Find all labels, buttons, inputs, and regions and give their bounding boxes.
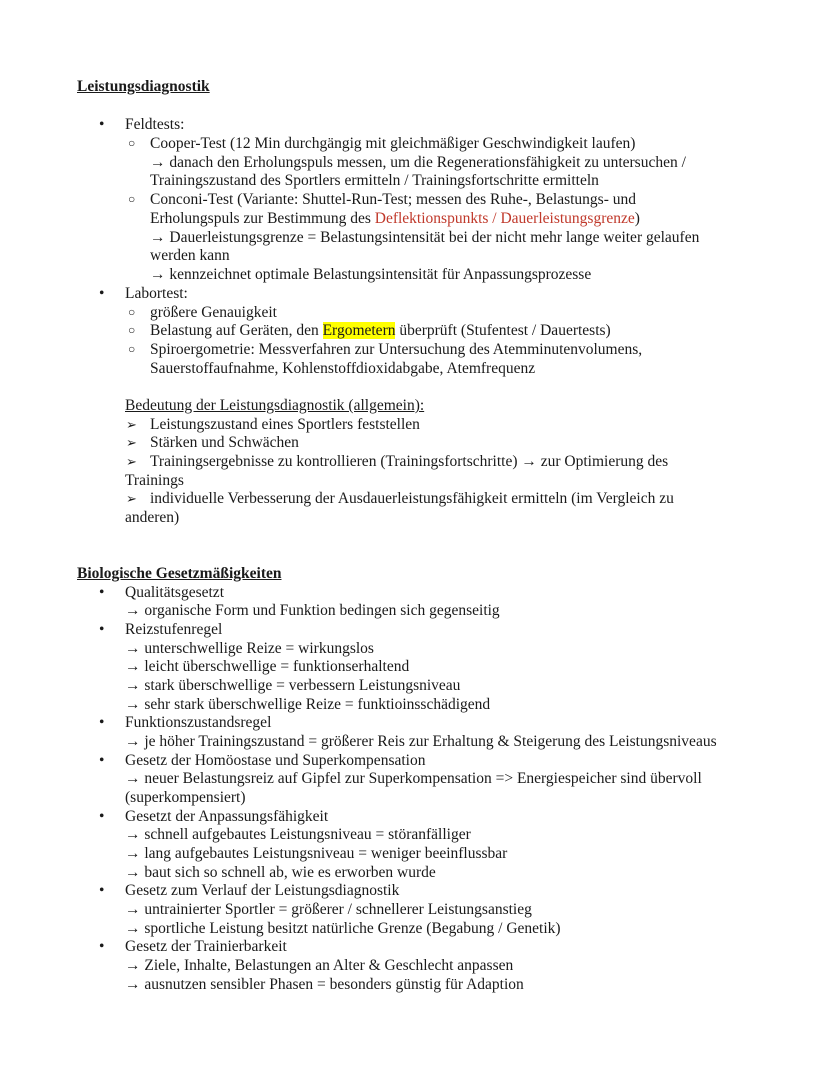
arrowhead-bullet: ➢ bbox=[126, 491, 137, 506]
cooper-arrow-line-1: → danach den Erholungspuls messen, um die Regenerationsfähigkeit zu untersuchen / bbox=[150, 154, 686, 171]
bullet-dot: • bbox=[99, 584, 105, 601]
qualitaetsgesetz-label: Qualitätsgesetzt bbox=[125, 584, 224, 601]
cooper-arrow-line-2: Trainingszustand des Sportlers ermitteln / Trainingsfortschritte ermitteln bbox=[150, 172, 599, 189]
conconi-test-line-1: Conconi-Test (Variante: Shuttel-Run-Test; messen des Ruhe-, Belastungs- und bbox=[150, 191, 636, 208]
bullet-dot: • bbox=[99, 882, 105, 899]
anpassungsfaehigkeit-arrow-2: → lang aufgebautes Leistungsniveau = weniger beeinflussbar bbox=[125, 845, 508, 862]
labortest-item-2: Belastung auf Geräten, den Ergometern überprüft (Stufentest / Dauertests) bbox=[150, 322, 611, 339]
verlauf-arrow-2: → sportliche Leistung besitzt natürliche Grenze (Begabung / Genetik) bbox=[125, 920, 561, 937]
reizstufenregel-arrow-1: → unterschwellige Reize = wirkungslos bbox=[125, 640, 374, 657]
dauerleistungsgrenze-term: Dauerleistungsgrenze bbox=[500, 210, 635, 227]
conconi-arrow-1-line-2: werden kann bbox=[150, 247, 230, 264]
bullet-circle: ○ bbox=[128, 136, 136, 150]
labortest-item-3-line-2: Sauerstoffaufnahme, Kohlenstoffdioxidabgabe, Atemfrequenz bbox=[150, 360, 536, 377]
trainierbarkeit-arrow-1: → Ziele, Inhalte, Belastungen an Alter & Geschlecht anpassen bbox=[125, 957, 514, 974]
bullet-dot: • bbox=[99, 714, 105, 731]
labortest-item-3-line-1: Spiroergometrie: Messverfahren zur Untersuchung des Atemminutenvolumens, bbox=[150, 341, 643, 358]
verlauf-arrow-1: → untrainierter Sportler = größerer / schnellerer Leistungsanstieg bbox=[125, 901, 532, 918]
conconi-arrow-2: → kennzeichnet optimale Belastungsintensität für Anpassungsprozesse bbox=[150, 266, 592, 283]
verlauf-label: Gesetz zum Verlauf der Leistungsdiagnostik bbox=[125, 882, 400, 899]
bedeutung-item-3-line-2: Trainings bbox=[125, 472, 184, 489]
bullet-dot: • bbox=[99, 285, 105, 302]
cooper-test-line: Cooper-Test (12 Min durchgängig mit gleichmäßiger Geschwindigkeit laufen) bbox=[150, 135, 636, 152]
bullet-circle: ○ bbox=[128, 342, 136, 356]
feldtests-label: Feldtests: bbox=[125, 116, 185, 133]
bullet-circle: ○ bbox=[128, 192, 136, 206]
reizstufenregel-label: Reizstufenregel bbox=[125, 621, 223, 638]
bullet-dot: • bbox=[99, 621, 105, 638]
bedeutung-item-4-line-2: anderen) bbox=[125, 509, 180, 526]
bedeutung-item-4-line-1: individuelle Verbesserung der Ausdauerleistungsfähigkeit ermitteln (im Vergleich zu bbox=[150, 490, 674, 507]
conconi-arrow-1-line-1: → Dauerleistungsgrenze = Belastungsintensität bei der nicht mehr lange weiter gelaufen bbox=[150, 229, 700, 246]
bullet-dot: • bbox=[99, 116, 105, 133]
homoeostase-arrow-1-line-1: → neuer Belastungsreiz auf Gipfel zur Superkompensation => Energiespeicher sind übervoll bbox=[125, 770, 702, 787]
bullet-circle: ○ bbox=[128, 305, 136, 319]
homoeostase-label: Gesetz der Homöostase und Superkompensation bbox=[125, 752, 426, 769]
deflektionspunkt-term: Deflektionspunkts bbox=[374, 210, 489, 227]
reizstufenregel-arrow-4: → sehr stark überschwellige Reize = funktioinsschädigend bbox=[125, 696, 491, 713]
ergometern-highlight: Ergometern bbox=[322, 322, 396, 339]
bullet-circle: ○ bbox=[128, 323, 136, 337]
trainierbarkeit-label: Gesetz der Trainierbarkeit bbox=[125, 938, 287, 955]
homoeostase-arrow-1-line-2: (superkompensiert) bbox=[125, 789, 246, 806]
anpassungsfaehigkeit-arrow-1: → schnell aufgebautes Leistungsniveau = störanfälliger bbox=[125, 826, 471, 843]
anpassungsfaehigkeit-label: Gesetzt der Anpassungsfähigkeit bbox=[125, 808, 329, 825]
funktionszustandsregel-label: Funktionszustandsregel bbox=[125, 714, 272, 731]
section-heading-leistungsdiagnostik: Leistungsdiagnostik bbox=[77, 78, 210, 95]
conconi-test-line-2: Erholungspuls zur Bestimmung des Deflektionspunkts / Dauerleistungsgrenze) bbox=[150, 210, 640, 227]
section-heading-biologische-gesetzmaessigkeiten: Biologische Gesetzmäßigkeiten bbox=[77, 565, 282, 582]
bullet-dot: • bbox=[99, 752, 105, 769]
labortest-item-1: größere Genauigkeit bbox=[150, 304, 277, 321]
funktionszustandsregel-arrow-1: → je höher Trainingszustand = größerer Reis zur Erhaltung & Steigerung des Leistungsniveaus bbox=[125, 733, 717, 750]
bullet-dot: • bbox=[99, 808, 105, 825]
bedeutung-item-1: Leistungszustand eines Sportlers feststellen bbox=[150, 416, 420, 433]
bedeutung-heading: Bedeutung der Leistungsdiagnostik (allgemein): bbox=[125, 397, 425, 414]
trainierbarkeit-arrow-2: → ausnutzen sensibler Phasen = besonders günstig für Adaption bbox=[125, 976, 524, 993]
arrowhead-bullet: ➢ bbox=[126, 435, 137, 450]
bedeutung-item-2: Stärken und Schwächen bbox=[150, 434, 299, 451]
bedeutung-item-3-line-1: Trainingsergebnisse zu kontrollieren (Trainingsfortschritte) → zur Optimierung des bbox=[150, 453, 669, 470]
qualitaetsgesetz-arrow-1: → organische Form und Funktion bedingen sich gegenseitig bbox=[125, 602, 500, 619]
arrowhead-bullet: ➢ bbox=[126, 454, 137, 469]
arrowhead-bullet: ➢ bbox=[126, 417, 137, 432]
anpassungsfaehigkeit-arrow-3: → baut sich so schnell ab, wie es erworben wurde bbox=[125, 864, 436, 881]
reizstufenregel-arrow-2: → leicht überschwellige = funktionserhaltend bbox=[125, 658, 410, 675]
bullet-dot: • bbox=[99, 938, 105, 955]
reizstufenregel-arrow-3: → stark überschwellige = verbessern Leistungsniveau bbox=[125, 677, 461, 694]
labortest-label: Labortest: bbox=[125, 285, 188, 302]
